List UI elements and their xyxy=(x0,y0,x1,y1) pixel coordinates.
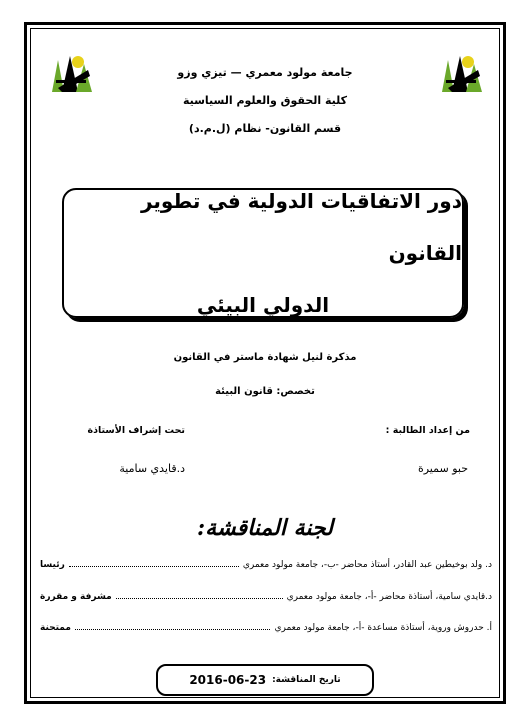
jury-member-text: د. ولد بوخيطين عبد القادر، أستاذ محاضر -ب-، جامعة مولود معمري xyxy=(242,560,492,570)
specialization: تخصص: قانون البيئة xyxy=(215,386,315,397)
jury-title: لجنة المناقشة: xyxy=(197,515,333,541)
department-name: قسم القانون- نظام (ل.م.د) xyxy=(188,122,342,135)
jury-member-row xyxy=(40,623,492,633)
student-name: حبو سميرة xyxy=(417,462,468,475)
defense-date-value: 2016-06-23 xyxy=(189,673,267,687)
faculty-name: كلية الحقوق والعلوم السياسية xyxy=(182,94,348,107)
dotted-leader xyxy=(116,598,283,599)
thesis-title-line2: الدولي البيئي xyxy=(196,293,330,317)
jury-member-text: د.قايدي سامية، أستاذة محاضر -أ-، جامعة مولود معمري xyxy=(286,592,492,602)
student-label: من إعداد الطالبة : xyxy=(385,425,470,436)
thesis-title-line1: دور الاتفاقيات الدولية في تطوير القانون xyxy=(140,189,462,265)
dotted-leader xyxy=(69,566,239,567)
thesis-title-box xyxy=(62,188,464,318)
supervisor-label: تحت إشراف الأستاذة xyxy=(87,425,185,436)
jury-member-text: أ. حدروش وروية، أستاذة مساعدة -أ-، جامعة مولود معمري xyxy=(274,623,492,633)
jury-member-role: رئيسا xyxy=(40,560,65,570)
jury-member-role: ممتحنة xyxy=(40,623,71,633)
jury-member-role: مشرفة و مقررة xyxy=(40,592,112,602)
university-logo-icon xyxy=(48,50,94,96)
defense-date-label: تاريخ المناقشة: xyxy=(272,675,341,685)
jury-member-row xyxy=(40,592,492,602)
university-logo-icon xyxy=(438,50,484,96)
supervisor-name: د.قايدي سامية xyxy=(119,462,185,475)
university-name: جامعة مولود معمري — تيزي وزو xyxy=(177,66,353,79)
degree-statement: مذكرة لنيل شهادة ماستر في القانون xyxy=(173,352,357,363)
defense-date-box xyxy=(156,664,374,696)
jury-member-row xyxy=(40,560,492,570)
dotted-leader xyxy=(75,629,271,630)
